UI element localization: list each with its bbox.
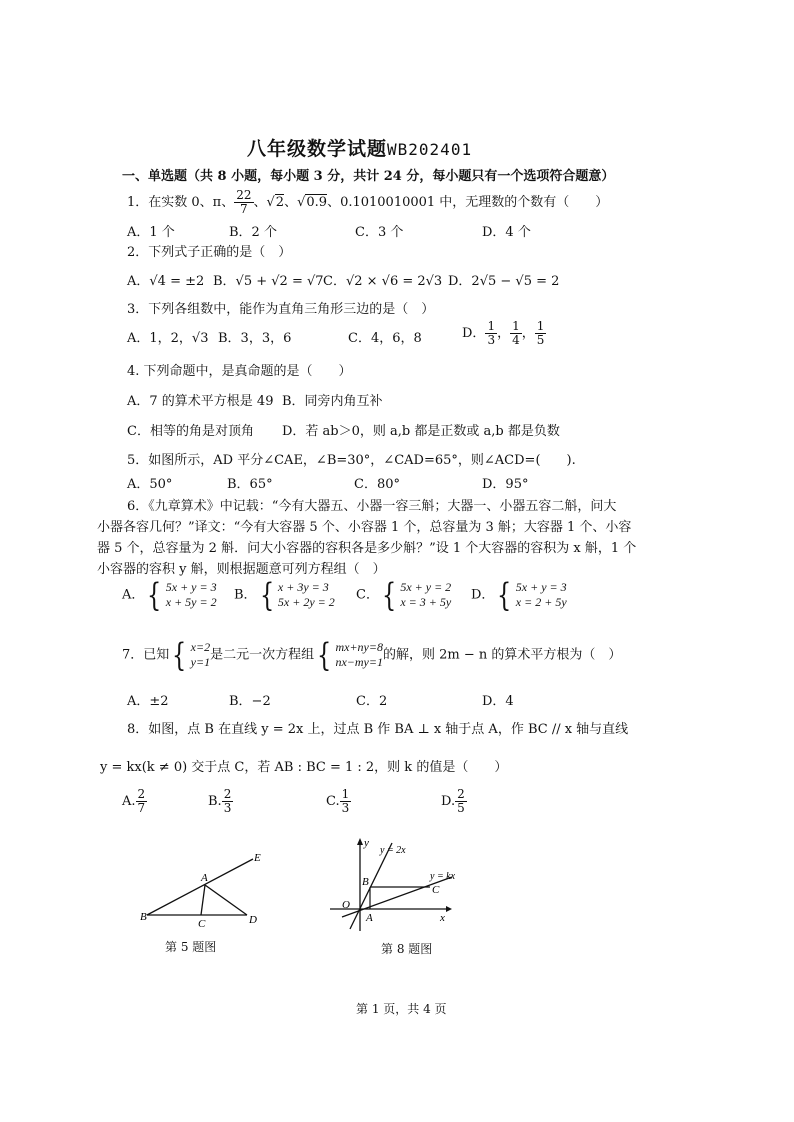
q8-option-b-frac — [222, 788, 234, 815]
q8-option-a-frac — [136, 788, 148, 815]
q6-option-a — [122, 576, 217, 614]
q1-frac-num: 22 — [236, 188, 252, 202]
q6-option-b-system — [257, 576, 335, 614]
title-code: WB202401 — [387, 140, 473, 159]
question-7-stem — [122, 636, 622, 674]
q1-radicand-1: 2 — [275, 195, 285, 210]
q1-radicand-2: 0.9 — [306, 195, 328, 210]
fig8-label-line2: y = kx — [430, 871, 456, 882]
q1-fraction — [234, 189, 253, 216]
title-text: 八年级数学试题 — [247, 138, 388, 160]
brace-icon: { — [317, 636, 332, 674]
q8-option-a — [122, 788, 147, 815]
q4-option-b: B．同旁内角互补 — [282, 394, 383, 409]
page-title — [247, 134, 472, 161]
question-8-line-2: y = kx(k ≠ 0) 交于点 C，若 AB : BC = 1 : 2，则 k 的值是（ ） — [100, 760, 508, 775]
brace-icon: { — [497, 576, 512, 614]
q3-d-frac-3-num: 1 — [536, 319, 545, 333]
fig8-label-x: x — [440, 912, 445, 924]
q6-option-c — [356, 576, 452, 614]
figure-5-diagram — [135, 845, 275, 930]
fig5-label-d: D — [249, 914, 257, 926]
q4-option-d: D．若 ab＞0，则 a,b 都是正数或 a,b 都是负数 — [282, 424, 560, 439]
fig5-label-c: C — [198, 918, 206, 930]
q3-d-frac-2 — [510, 320, 522, 347]
q5-option-c: C．80° — [354, 477, 400, 492]
brace-icon: { — [172, 636, 187, 674]
q7-option-d: D．4 — [482, 694, 514, 709]
q7-solution-system — [169, 636, 211, 674]
q6-c-eq1: 5x + y = 2 — [400, 580, 452, 594]
q1-stem-mid2: 、√ — [284, 195, 306, 210]
q8-option-a-label: A. — [122, 794, 136, 809]
fig8-label-y: y — [364, 837, 369, 849]
figure-8-caption: 第 8 题图 — [381, 942, 433, 956]
fig8-label-line1: y = 2x — [380, 845, 406, 856]
q3-d-frac-1-den: 3 — [487, 333, 496, 347]
q7-option-c: C．2 — [356, 694, 388, 709]
q8-option-b — [208, 788, 233, 815]
q7-s2-eq1: mx+ny=8 — [335, 640, 383, 654]
q6-b-eq1: x + 3y = 3 — [277, 580, 329, 594]
q7-option-a: A．±2 — [127, 694, 169, 709]
q6-d-eq1: 5x + y = 3 — [515, 580, 567, 594]
q6-option-b-label: B． — [234, 587, 257, 603]
q3-d-frac-1-num: 1 — [487, 319, 496, 333]
q2-option-c: C．√2 × √6 = 2√3 — [323, 274, 443, 289]
q5-option-b: B．65° — [227, 477, 273, 492]
q8-option-c-label: C. — [326, 794, 340, 809]
question-6-line-3: 器 5 个，总容量为 2 斛．问大小容器的容积各是多少斛？”设 1 个大容器的容积为 x 斛，1 个 — [97, 541, 637, 556]
q1-stem-mid1: 、√ — [253, 195, 275, 210]
fig8-y-arrow-icon — [357, 838, 363, 845]
q6-c-eq2: x = 3 + 5y — [400, 595, 452, 609]
q2-option-a: A．√4 = ±2 — [127, 274, 205, 289]
question-6-line-4: 小容器的容积 y 斛，则根据题意可列方程组（ ） — [97, 562, 386, 577]
q8-a-den: 7 — [137, 801, 146, 815]
q3-d-frac-3-den: 5 — [536, 333, 545, 347]
fig8-label-c: C — [432, 884, 440, 896]
q1-option-a: A．1 个 — [127, 225, 175, 240]
q8-a-num: 2 — [137, 787, 146, 801]
q7-option-b: B．−2 — [229, 694, 271, 709]
q3-d-frac-2-num: 1 — [512, 319, 520, 333]
q6-a-eq1: 5x + y = 3 — [165, 580, 217, 594]
fig5-label-e: E — [254, 852, 261, 864]
q8-c-den: 3 — [341, 801, 350, 815]
fig8-x-arrow-icon — [446, 906, 452, 912]
q7-pre: 7．已知 — [122, 647, 170, 663]
q7-equation-system — [314, 636, 383, 674]
fig5-line-be — [147, 859, 253, 915]
q6-d-eq2: x = 2 + 5y — [515, 595, 567, 609]
figure-8-diagram — [322, 835, 472, 935]
q6-option-d — [471, 576, 567, 614]
q3-option-c: C．4，6，8 — [348, 331, 422, 346]
q8-option-c-frac — [340, 788, 352, 815]
q2-option-b: B．√5 + √2 = √7 — [213, 274, 324, 289]
q5-option-a: A．50° — [127, 477, 173, 492]
fig5-line-ac — [201, 885, 205, 915]
section-header: 一、单选题（共 8 小题，每小题 3 分，共计 24 分，每小题只有一个选项符合题意） — [122, 169, 615, 184]
q8-option-b-label: B. — [208, 794, 222, 809]
q7-s1-eq2: y=1 — [190, 655, 211, 669]
question-5-stem: 5．如图所示，AD 平分∠CAE，∠B=30°，∠CAD=65°，则∠ACD=( ). — [127, 453, 576, 468]
question-3-stem: 3．下列各组数中，能作为直角三角形三边的是（ ） — [127, 302, 435, 317]
q8-b-den: 3 — [223, 801, 232, 815]
fig8-line-ykx — [342, 877, 452, 917]
brace-icon: { — [382, 576, 397, 614]
q4-option-c: C．相等的角是对顶角 — [127, 424, 254, 439]
q3-d-frac-3 — [535, 320, 547, 347]
q8-c-num: 1 — [341, 787, 350, 801]
brace-icon: { — [259, 576, 274, 614]
q8-b-num: 2 — [223, 787, 232, 801]
q1-option-d: D．4 个 — [482, 225, 531, 240]
fig5-line-ad — [205, 885, 247, 915]
q6-option-a-label: A． — [122, 587, 145, 603]
q3-option-d: D． $\frac{1}{3}$ ， $\frac{1}{4}$ ， $\frac{1}{5}$ — [462, 319, 545, 347]
q3-option-b: B．3，3，6 — [218, 331, 292, 346]
question-8-line-1: 8．如图，点 B 在直线 y = 2x 上，过点 B 作 BA ⊥ x 轴于点 A，作 BC // x 轴与直线 — [127, 722, 629, 737]
q3-option-a: A．1，2，√3 — [127, 331, 209, 346]
q8-d-den: 5 — [457, 801, 465, 815]
q3-d-frac-2-den: 4 — [512, 333, 520, 347]
q8-d-num: 2 — [457, 787, 465, 801]
q6-option-a-system — [144, 576, 217, 614]
q4-option-a: A．7 的算术平方根是 49 — [127, 394, 274, 409]
q7-s1-eq1: x=2 — [190, 640, 211, 654]
q8-option-d-frac — [455, 788, 467, 815]
q7-s2-eq2: nx−my=1 — [335, 655, 383, 669]
q6-option-d-system — [494, 576, 567, 614]
q3-option-d-label: D． — [462, 326, 486, 341]
q5-option-d: D．95° — [482, 477, 529, 492]
figure-5-caption: 第 5 题图 — [165, 940, 217, 954]
brace-icon: { — [147, 576, 162, 614]
q1-option-c: C．3 个 — [355, 225, 404, 240]
q1-stem-post: 、0.1010010001 中，无理数的个数有（ ） — [327, 195, 609, 210]
question-2-stem: 2．下列式子正确的是（ ） — [127, 245, 292, 260]
q8-option-d-label: D. — [441, 794, 456, 809]
q6-option-c-system — [379, 576, 452, 614]
q8-option-d — [441, 788, 467, 815]
q1-stem-pre: 1．在实数 0、π、 — [127, 195, 235, 210]
fig8-label-a: A — [366, 912, 373, 924]
q6-option-b — [234, 576, 335, 614]
q1-frac-den: 7 — [240, 202, 248, 216]
q6-b-eq2: 5x + 2y = 2 — [277, 595, 335, 609]
question-6-line-2: 小器各容几何？”译文：“今有大容器 5 个、小容器 1 个，总容量为 3 斛；大容器 1 个、小容 — [97, 520, 632, 535]
q7-post: 的解，则 2m − n 的算术平方根为（ ） — [382, 647, 622, 663]
q7-mid: 是二元一次方程组 — [210, 647, 315, 663]
fig8-label-o: O — [342, 899, 350, 911]
fig5-label-b: B — [140, 911, 147, 923]
question-6-line-1: 6．《九章算术》中记载：“今有大器五、小器一容三斛；大器一、小器五容二斛，问大 — [127, 499, 617, 514]
q6-option-c-label: C． — [356, 587, 379, 603]
q3-d-frac-1 — [485, 320, 497, 347]
q6-option-d-label: D． — [471, 587, 495, 603]
q2-option-d: D．2√5 − √5 = 2 — [448, 274, 560, 289]
q6-a-eq2: x + 5y = 2 — [165, 595, 217, 609]
q1-option-b: B．2 个 — [229, 225, 277, 240]
question-4-stem: 4. 下列命题中，是真命题的是（ ） — [127, 364, 352, 379]
question-1-stem — [127, 189, 608, 216]
q8-option-c — [326, 788, 351, 815]
fig5-label-a: A — [201, 872, 208, 884]
fig8-label-b: B — [362, 876, 369, 888]
page-footer: 第 1 页，共 4 页 — [356, 1002, 447, 1016]
